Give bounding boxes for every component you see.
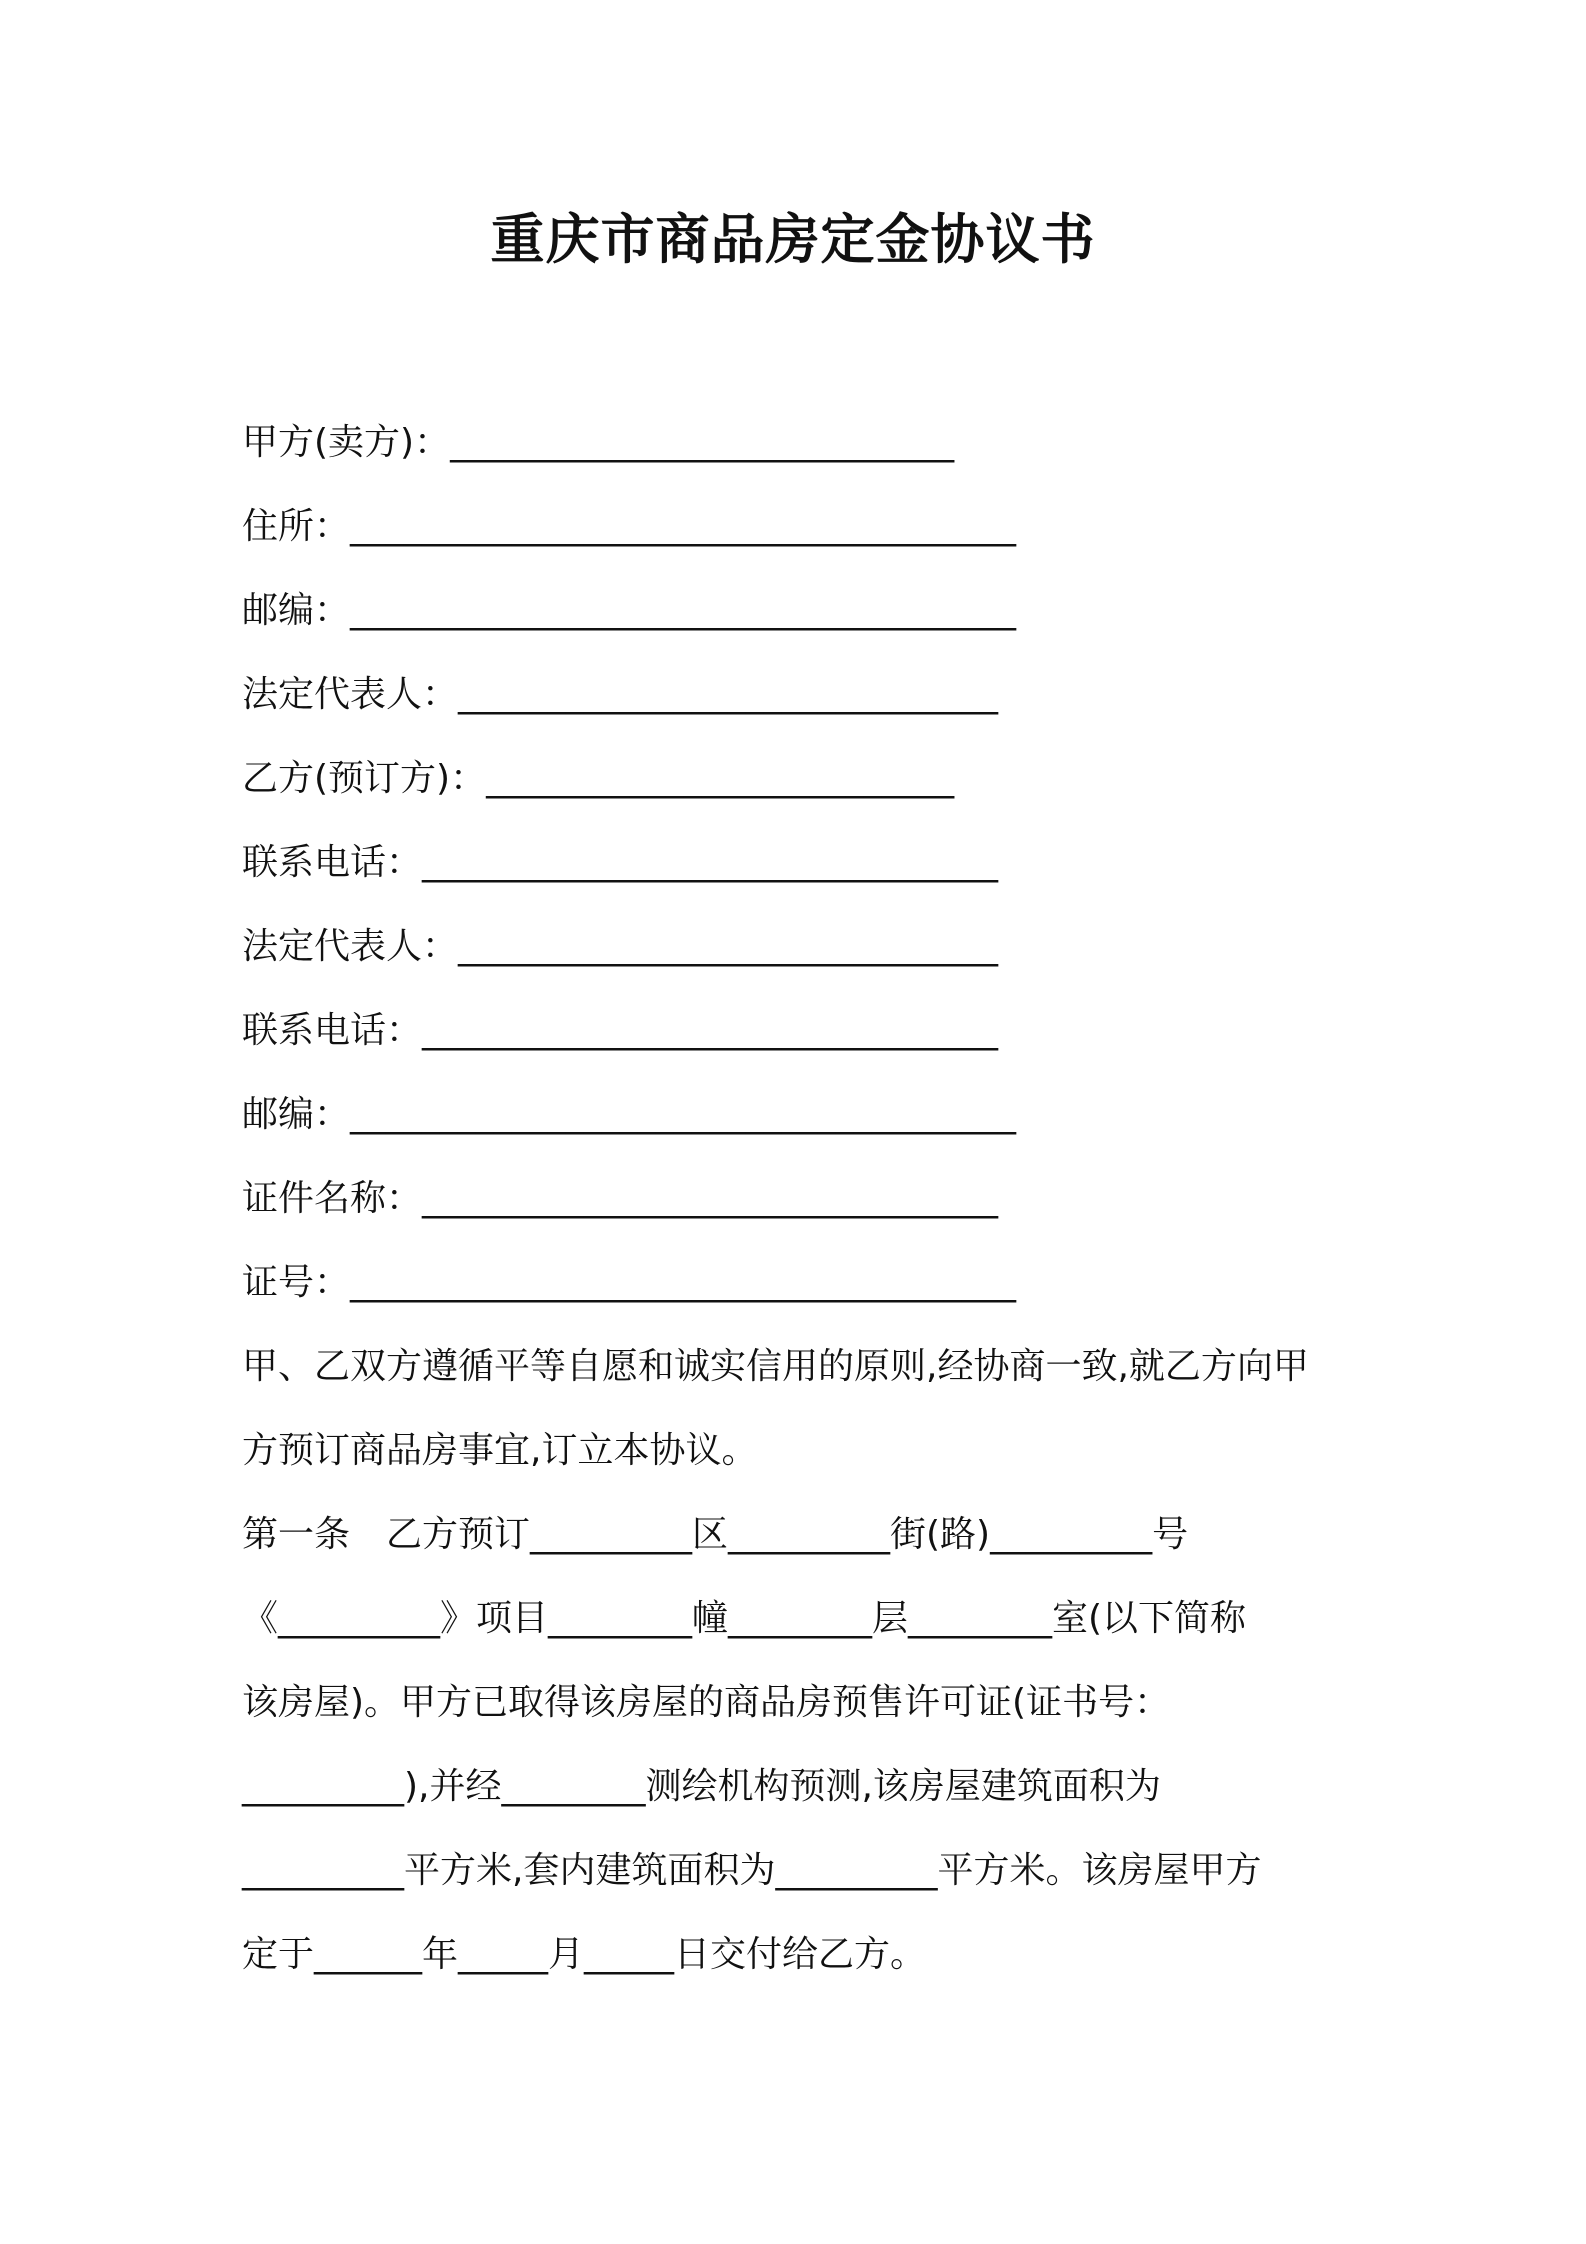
field-seller-address: 住所：_____________________________________ (242, 506, 1017, 547)
field-buyer-phone: 联系电话：________________________________ (242, 842, 999, 883)
document-title: 重庆市商品房定金协议书 (490, 208, 1096, 271)
field-buyer-legal-representative: 法定代表人：______________________________ (242, 926, 999, 967)
field-buyer-phone-2: 联系电话：________________________________ (242, 1010, 999, 1051)
field-buyer-postcode: 邮编：_____________________________________ (242, 1094, 1017, 1135)
paragraph-line: 甲、乙双方遵循平等自愿和诚实信用的原则,经协商一致,就乙方向甲 (242, 1346, 1309, 1387)
field-id-type: 证件名称：________________________________ (242, 1178, 999, 1219)
field-buyer: 乙方(预订方)：__________________________ (242, 758, 955, 799)
paragraph-line: 定于______年_____月_____日交付给乙方。 (242, 1934, 927, 1975)
field-id-number: 证号：_____________________________________ (242, 1262, 1017, 1303)
paragraph-line: 《_________》项目________幢________层________室(以下简称 (242, 1598, 1247, 1639)
paragraph-line: 该房屋)。甲方已取得该房屋的商品房预售许可证(证书号： (242, 1682, 1171, 1723)
field-seller-postcode: 邮编：_____________________________________ (242, 590, 1017, 631)
paragraph-line: _________平方米,套内建筑面积为_________平方米。该房屋甲方 (242, 1850, 1262, 1891)
paragraph-line: 方预订商品房事宜,订立本协议。 (242, 1430, 758, 1471)
paragraph-line: 第一条 乙方预订_________区_________街(路)_________号 (242, 1514, 1189, 1555)
field-seller-legal-representative: 法定代表人：______________________________ (242, 674, 999, 715)
field-seller: 甲方(卖方)：____________________________ (242, 422, 955, 463)
paragraph-line: _________),并经________测绘机构预测,该房屋建筑面积为 (242, 1766, 1161, 1807)
